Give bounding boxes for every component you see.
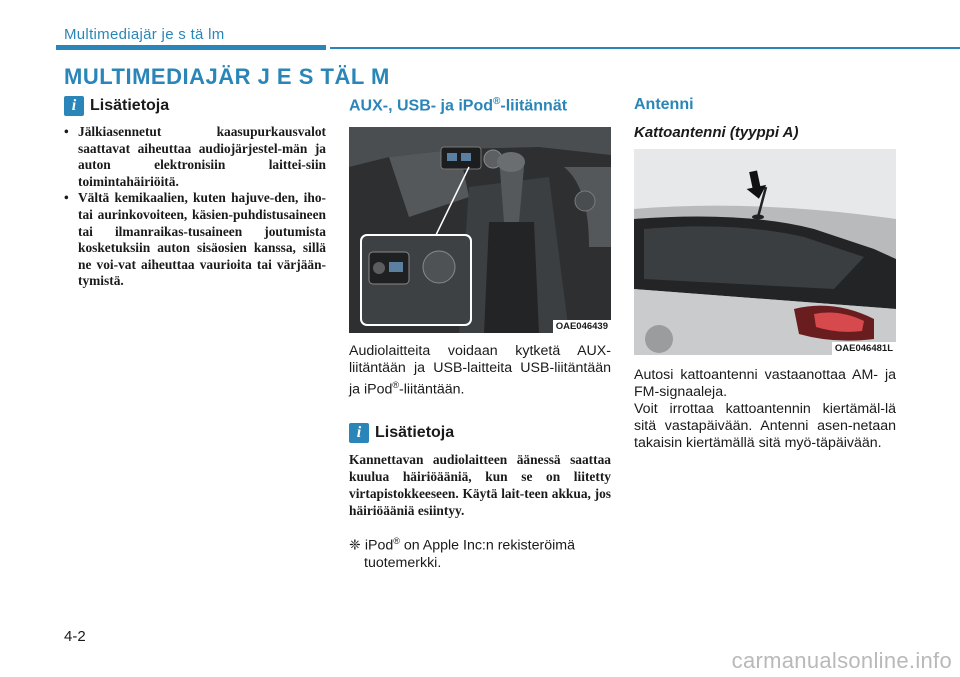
photo-code: OAE046439 <box>553 320 611 333</box>
console-photo <box>349 127 611 333</box>
bullet-item: • Vältä kemikaalien, kuten hajuve-den, iho- tai aurinkovoiteen, käsien-puhdistusaineen tai ilmanraikas-tusaineen joutumista kosketuksiin auton sisäosien kanssa, sillä ne voi-vat aiheuttaa vaurioita tai värjään-tymistä. <box>64 190 326 290</box>
page-number: 4-2 <box>64 628 86 645</box>
info-title: Lisätietoja <box>90 97 170 114</box>
right-column <box>634 92 896 452</box>
info-text: Kannettavan audiolaitteen äänessä saattaa kuulua häiriöääniä, kun se on liitetty virtapistokkeeseen. Käytä lait-teen akkua, jos häiriöääniä esiintyy. <box>349 452 611 519</box>
photo-code: OAE046481L <box>832 342 896 355</box>
info-title: Lisätietoja <box>375 424 455 442</box>
aux-usb-text: Audiolaitteita voidaan kytketä AUX-liitäntään ja USB-laitteita USB-liitäntään ja iPod®-liitäntään. <box>349 343 611 399</box>
section-title: Multimediajär je s tä lm <box>64 26 225 43</box>
header-bar <box>56 45 326 50</box>
info-icon: i <box>349 423 369 443</box>
left-column <box>64 92 326 290</box>
antenna-text-2: Voit irrottaa kattoantennin kiertämäl-lä sitä vastapäivään. Antenni asen-netaan takaisin kiertämällä sitä myö-täpäivään. <box>634 401 896 451</box>
watermark: carmanualsonline.info <box>731 648 952 673</box>
antenna-text-1: Autosi kattoantenni vastaanottaa AM- ja FM-signaaleja. <box>634 367 896 400</box>
info-box-header <box>349 423 611 443</box>
aux-usb-heading: AUX-, USB- ja iPod®-liitännät <box>349 96 568 115</box>
antenna-illustration <box>634 149 896 355</box>
header-rule <box>330 47 960 49</box>
trademark-note: ❈ iPod® on Apple Inc:n rekisteröimä tuotemerkki. <box>349 536 575 571</box>
chapter-title: MULTIMEDIAJÄR J E S TÄL M <box>64 64 390 89</box>
info-bullet-list <box>64 124 326 290</box>
roof-antenna-subheading: Kattoantenni (tyyppi A) <box>634 124 799 141</box>
console-illustration <box>349 127 611 333</box>
middle-column <box>349 92 611 572</box>
roof-antenna-photo <box>634 149 896 355</box>
info-icon: i <box>64 96 84 116</box>
antenna-heading: Antenni <box>634 96 694 113</box>
info-box-header <box>64 96 326 116</box>
bullet-item: • Jälkiasennetut kaasupurkausvalot saattavat aiheuttaa audiojärjestel-män ja auton elektronisiin laittei-siin toimintahäiriöitä. <box>64 124 326 190</box>
